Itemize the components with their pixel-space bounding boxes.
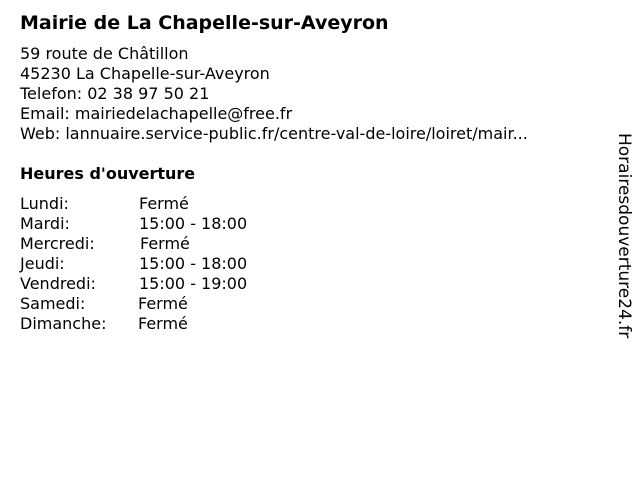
hours-value: 15:00 - 18:00 [139,254,248,273]
day-label: Dimanche: [20,314,107,333]
hours-value: Fermé [140,234,190,253]
hours-value: 15:00 - 18:00 [139,214,248,233]
hours-value: Fermé [138,314,188,333]
street-address: 59 route de Châtillon [20,44,189,63]
day-label: Mercredi: [20,234,95,253]
day-label: Lundi: [20,194,69,213]
email-line[interactable]: Email: mairiedelachapelle@free.fr [20,104,293,123]
watermark-text: Horairesdouverture24.fr [614,133,634,339]
site-watermark [612,133,636,373]
postal-city: 45230 La Chapelle-sur-Aveyron [20,64,270,83]
day-label: Vendredi: [20,274,96,293]
hours-value: Fermé [139,194,189,213]
day-label: Samedi: [20,294,86,313]
phone-line: Telefon: 02 38 97 50 21 [20,84,210,103]
hours-value: Fermé [138,294,188,313]
web-line[interactable]: Web: lannuaire.service-public.fr/centre-val-de-loire/loiret/mair... [20,124,528,143]
opening-hours-heading: Heures d'ouverture [20,164,196,183]
day-label: Jeudi: [20,254,65,273]
day-label: Mardi: [20,214,70,233]
hours-value: 15:00 - 19:00 [139,274,248,293]
contact-block [20,44,528,144]
office-title: Mairie de La Chapelle-sur-Aveyron [20,12,389,34]
